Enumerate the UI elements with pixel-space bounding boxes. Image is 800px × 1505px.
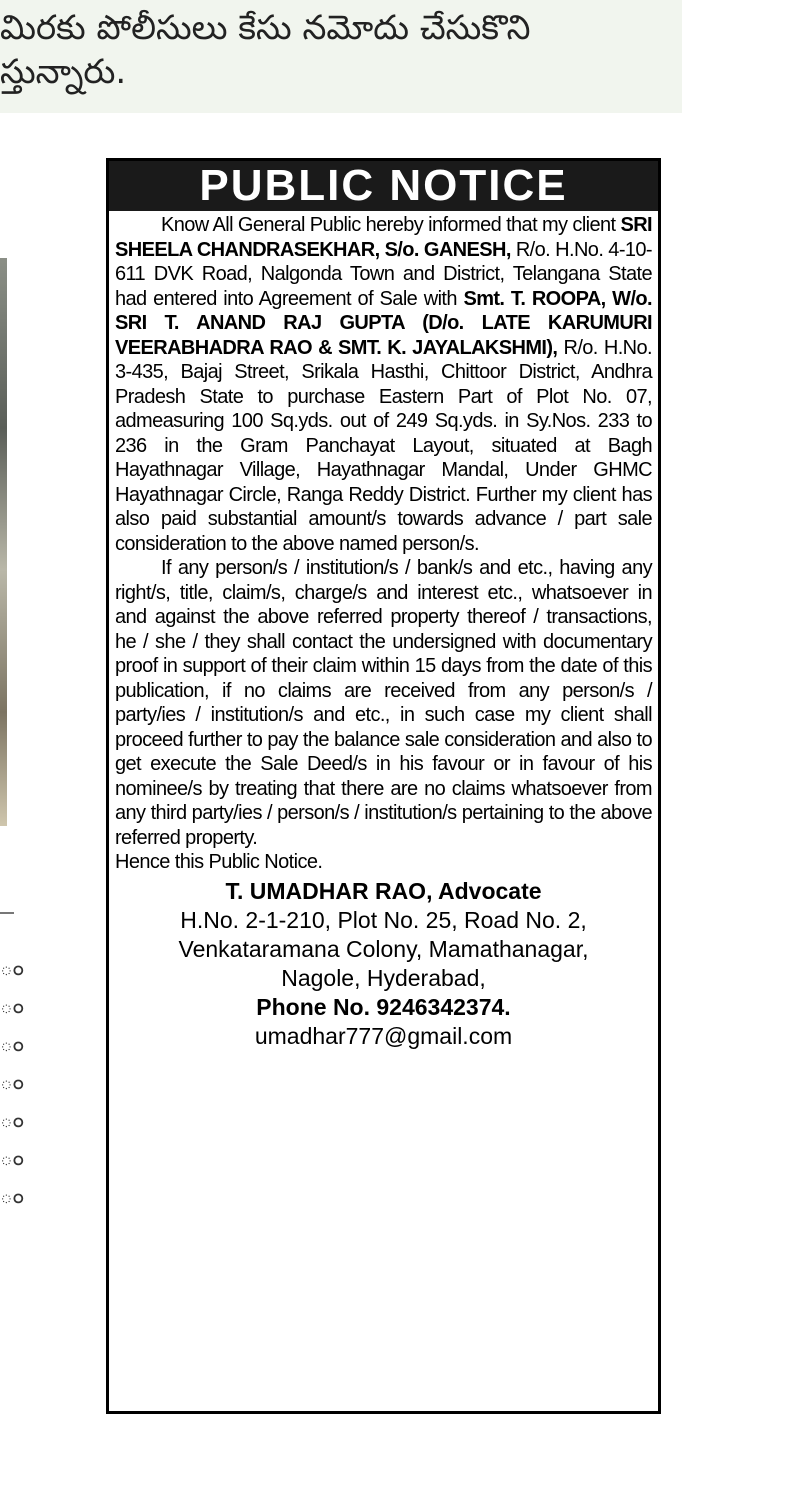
notice-body [109,211,658,875]
advocate-address-line-3: Nagole, Hyderabad, [281,964,486,991]
advocate-address-line-2: Venkataramana Colony, Mamathanagar, [178,935,589,962]
notice-paragraph-2: If any person/s / institution/s / bank/s and etc., having any right/s, title, claim/s, charge/s and interest etc., whatsoever in and against the above referred property thereof / transactions, he / she / they shall contact the undersigned with documentary proof in support of their claim within 15 days from the date of this publication, if no claims are received from any person/s / party/ies / institution/s and etc., in such case my client shall proceed further to pay the balance sale consideration and also to get execute the Sale Deed/s in his favour or in favour of his nominee/s by treating that there are no claims whatsoever from any third party/ies / person/s / institution/s pertaining to the above referred property. [115,557,652,849]
notice-paragraph-1 [115,213,652,556]
previous-article-line-2: స్తున్నారు. [0,52,127,92]
notice-text: Know All General Public hereby informed that my client [161,214,621,236]
adjacent-glyph: ం [0,1184,24,1209]
client-name: SRI SHEELA CHANDRASEKHAR, S/o. GANESH, [115,214,653,261]
advocate-signature [109,877,658,1051]
adjacent-glyph: ం [0,1032,24,1057]
notice-paragraph-3: Hence this Public Notice. [115,851,323,873]
adjacent-glyph: ం [0,994,24,1019]
column-divider [0,912,14,914]
previous-article-snippet [0,0,682,113]
adjacent-photo-edge [0,258,7,826]
advocate-name: T. UMADHAR RAO, Advocate [225,877,542,904]
advocate-phone: Phone No. 9246342374. [256,993,511,1020]
adjacent-glyph: ం [0,1108,24,1133]
advocate-address-line-1: H.No. 2-1-210, Plot No. 25, Road No. 2, [180,906,587,933]
adjacent-column-text [0,950,24,1216]
advocate-email: umadhar777@gmail.com [254,1022,513,1049]
notice-heading: PUBLIC NOTICE [109,161,658,211]
adjacent-glyph: ం [0,1070,24,1095]
previous-article-line-1: మిరకు పోలీసులు కేసు నమోదు చేసుకొని [0,8,531,48]
notice-text: R/o. H.No. 4-10-611 DVK Road, Nalgonda Town and District, Telangana State had entered into Agreement of Sale with [115,238,652,310]
seller-name: Smt. T. ROOPA, W/o. SRI T. ANAND RAJ GUPTA (D/o. LATE KARUMURI VEERABHADRA RAO & SMT. K. JAYALAKSHMI), [115,287,652,359]
adjacent-glyph: ం [0,956,24,981]
adjacent-glyph: ం [0,1146,24,1171]
public-notice-box [106,158,661,1414]
notice-text: R/o. H.No. 3-435, Bajaj Street, Srikala Hasthi, Chittoor District, Andhra Pradesh State to purchase Eastern Part of Plot No. 07, admeasuring 100 Sq.yds. out of 249 Sq.yds. in Sy.Nos. 233 to 236 in the Gram Panchayat Layout, situated at Bagh Hayathnagar Village, Hayathnagar Mandal, Under GHMC Hayathnagar Circle, Ranga Reddy District. Further my client has also paid substantial amount/s towards advance / part sale consideration to the above named person/s. [115,336,652,555]
